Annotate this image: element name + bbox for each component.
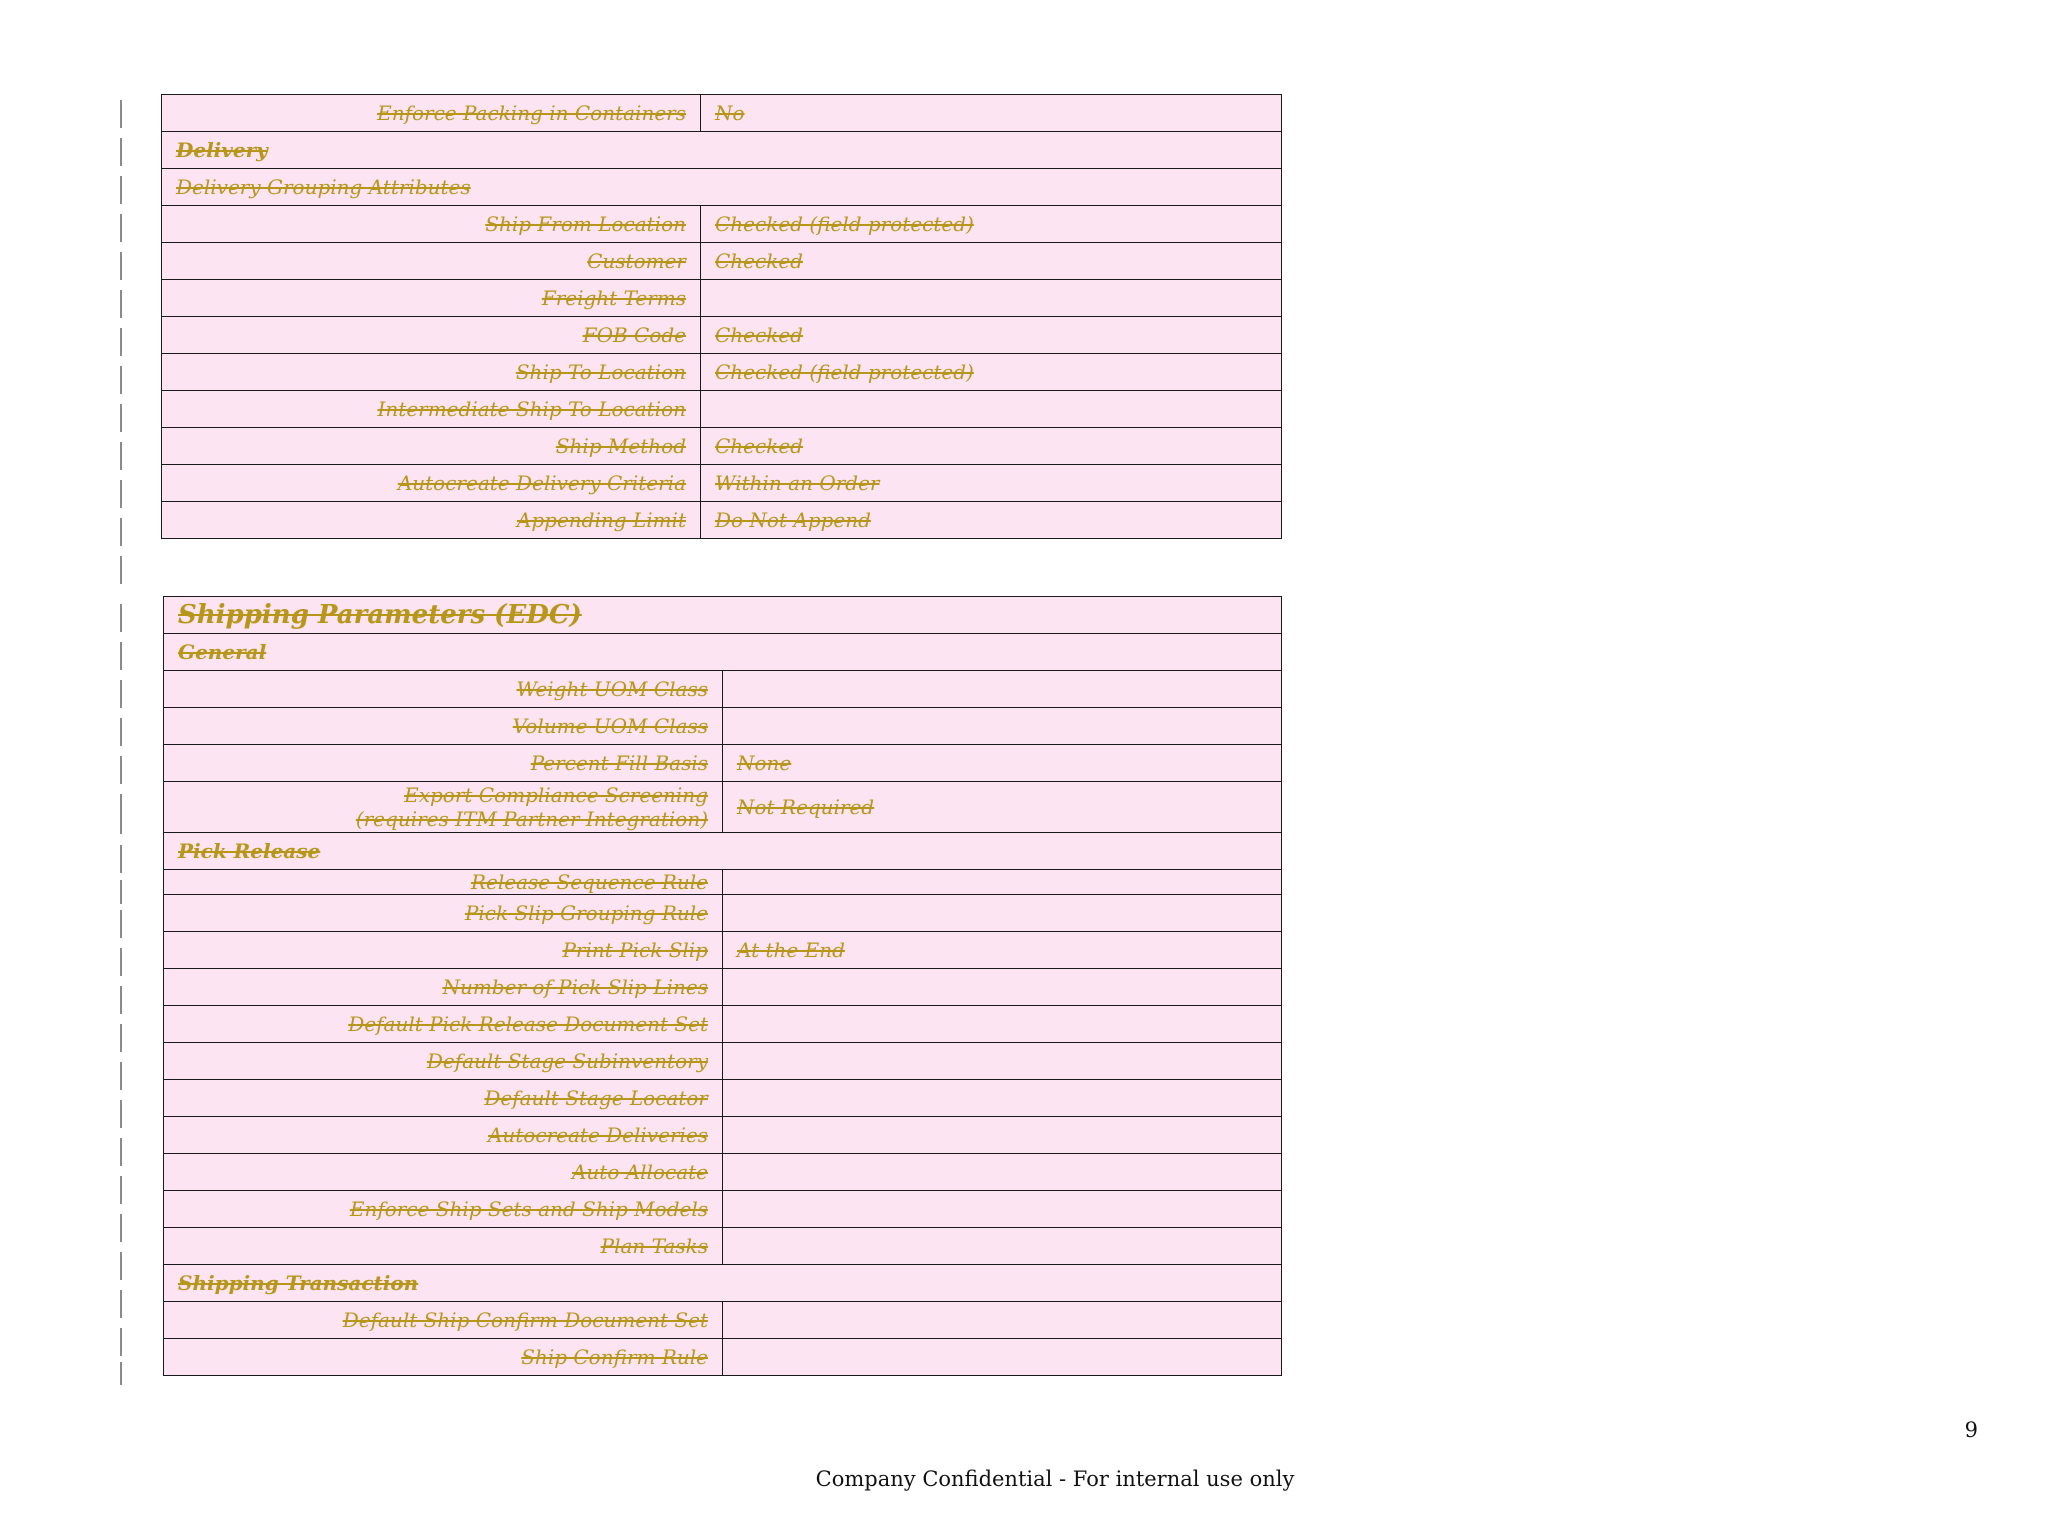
table-row xyxy=(164,1080,1282,1117)
page-number: 9 xyxy=(1964,1418,1978,1442)
change-bar xyxy=(120,948,122,976)
table-row xyxy=(164,745,1282,782)
table-row xyxy=(162,502,1282,539)
param-value: Checked xyxy=(701,243,1282,280)
change-bar xyxy=(120,680,122,708)
change-bar xyxy=(120,642,122,670)
table-row xyxy=(162,243,1282,280)
param-value xyxy=(723,895,1282,932)
param-label: Autocreate Deliveries xyxy=(164,1117,723,1154)
table-row xyxy=(162,95,1282,132)
param-value: Not Required xyxy=(723,782,1282,833)
change-bar xyxy=(120,1138,122,1166)
subsection-heading: Delivery Grouping Attributes xyxy=(162,169,1282,206)
table-row xyxy=(162,354,1282,391)
change-bar xyxy=(120,1024,122,1052)
table-row xyxy=(164,969,1282,1006)
section-heading: Pick Release xyxy=(164,833,1282,870)
param-label: Ship Confirm Rule xyxy=(164,1339,723,1376)
param-value xyxy=(701,280,1282,317)
param-label: Pick Slip Grouping Rule xyxy=(164,895,723,932)
param-label: Default Ship Confirm Document Set xyxy=(164,1302,723,1339)
change-bar xyxy=(120,1328,122,1356)
table-row xyxy=(164,1339,1282,1376)
param-value xyxy=(723,1302,1282,1339)
change-bar xyxy=(120,1100,122,1128)
delivery-parameters-table xyxy=(161,94,1282,539)
section-row xyxy=(164,1265,1282,1302)
param-label: Intermediate Ship To Location xyxy=(162,391,701,428)
change-bar xyxy=(120,556,122,584)
param-label: Number of Pick Slip Lines xyxy=(164,969,723,1006)
change-bar xyxy=(120,1176,122,1204)
change-bar xyxy=(120,1062,122,1090)
change-bar xyxy=(120,1252,122,1280)
table-row xyxy=(162,206,1282,243)
change-bar xyxy=(120,794,122,834)
param-value xyxy=(723,1339,1282,1376)
param-value: Do Not Append xyxy=(701,502,1282,539)
param-label: Default Stage Subinventory xyxy=(164,1043,723,1080)
revision-change-bars xyxy=(120,100,123,1385)
param-label-line2: (requires ITM Partner Integration) xyxy=(355,807,708,831)
change-bar xyxy=(120,518,122,546)
param-value xyxy=(723,671,1282,708)
change-bar xyxy=(120,1290,122,1318)
table-row xyxy=(162,428,1282,465)
param-label: Plan Tasks xyxy=(164,1228,723,1265)
change-bar xyxy=(120,252,122,280)
param-label: Print Pick Slip xyxy=(164,932,723,969)
change-bar xyxy=(120,845,122,873)
table-row xyxy=(164,870,1282,895)
param-label: Ship From Location xyxy=(162,206,701,243)
change-bar xyxy=(120,1362,122,1385)
change-bar xyxy=(120,480,122,508)
change-bar xyxy=(120,756,122,784)
param-value: Checked xyxy=(701,317,1282,354)
param-value: Checked xyxy=(701,428,1282,465)
change-bar xyxy=(120,290,122,318)
change-bar xyxy=(120,1214,122,1242)
confidentiality-footer: Company Confidential - For internal use only xyxy=(815,1467,1295,1491)
section-row xyxy=(164,833,1282,870)
section-row xyxy=(164,634,1282,671)
param-label xyxy=(164,782,723,833)
param-value xyxy=(723,1191,1282,1228)
subsection-row xyxy=(162,169,1282,206)
title-row xyxy=(164,597,1282,634)
param-label: Ship Method xyxy=(162,428,701,465)
param-label: Freight Terms xyxy=(162,280,701,317)
param-label: FOB Code xyxy=(162,317,701,354)
change-bar xyxy=(120,176,122,204)
table-row xyxy=(164,708,1282,745)
shipping-parameters-table xyxy=(163,596,1282,1376)
param-value: Checked (field protected) xyxy=(701,354,1282,391)
table-row xyxy=(164,1043,1282,1080)
table-row xyxy=(162,391,1282,428)
table-title: Shipping Parameters (EDC) xyxy=(164,597,1282,634)
param-label: Volume UOM Class xyxy=(164,708,723,745)
table-row xyxy=(164,782,1282,833)
param-label: Weight UOM Class xyxy=(164,671,723,708)
param-label: Ship To Location xyxy=(162,354,701,391)
param-value xyxy=(723,1080,1282,1117)
param-label: Release Sequence Rule xyxy=(164,870,723,895)
param-label: Default Stage Locator xyxy=(164,1080,723,1117)
table-row xyxy=(164,1117,1282,1154)
param-value xyxy=(723,1154,1282,1191)
table-row xyxy=(164,1154,1282,1191)
param-value xyxy=(723,1006,1282,1043)
param-label: Appending Limit xyxy=(162,502,701,539)
param-value: Within an Order xyxy=(701,465,1282,502)
section-heading: Shipping Transaction xyxy=(164,1265,1282,1302)
change-bar xyxy=(120,138,122,166)
table-row xyxy=(164,932,1282,969)
change-bar xyxy=(120,214,122,242)
change-bar xyxy=(120,442,122,470)
change-bar xyxy=(120,910,122,938)
table-row xyxy=(164,671,1282,708)
param-label: Percent Fill Basis xyxy=(164,745,723,782)
change-bar xyxy=(120,366,122,394)
param-label: Autocreate Delivery Criteria xyxy=(162,465,701,502)
param-label: Enforce Ship Sets and Ship Models xyxy=(164,1191,723,1228)
param-label: Enforce Packing in Containers xyxy=(162,95,701,132)
param-label: Default Pick Release Document Set xyxy=(164,1006,723,1043)
change-bar xyxy=(120,328,122,356)
change-bar xyxy=(120,718,122,746)
section-row xyxy=(162,132,1282,169)
param-value xyxy=(723,969,1282,1006)
param-value xyxy=(723,870,1282,895)
param-value: None xyxy=(723,745,1282,782)
table-row xyxy=(164,1191,1282,1228)
section-heading: General xyxy=(164,634,1282,671)
param-value xyxy=(723,1117,1282,1154)
change-bar xyxy=(120,100,122,128)
param-value: At the End xyxy=(723,932,1282,969)
param-value xyxy=(723,1228,1282,1265)
param-label: Customer xyxy=(162,243,701,280)
param-value xyxy=(723,708,1282,745)
table-row xyxy=(164,1228,1282,1265)
table-row xyxy=(162,465,1282,502)
table-row xyxy=(162,317,1282,354)
param-label-line1: Export Compliance Screening xyxy=(404,783,708,807)
param-value: No xyxy=(701,95,1282,132)
section-heading: Delivery xyxy=(162,132,1282,169)
change-bar xyxy=(120,404,122,432)
change-bar xyxy=(120,880,122,904)
param-value xyxy=(723,1043,1282,1080)
table-row xyxy=(164,1302,1282,1339)
param-value xyxy=(701,391,1282,428)
param-value: Checked (field protected) xyxy=(701,206,1282,243)
table-row xyxy=(162,280,1282,317)
table-row xyxy=(164,1006,1282,1043)
param-label: Auto Allocate xyxy=(164,1154,723,1191)
table-row xyxy=(164,895,1282,932)
change-bar xyxy=(120,604,122,632)
change-bar xyxy=(120,986,122,1014)
